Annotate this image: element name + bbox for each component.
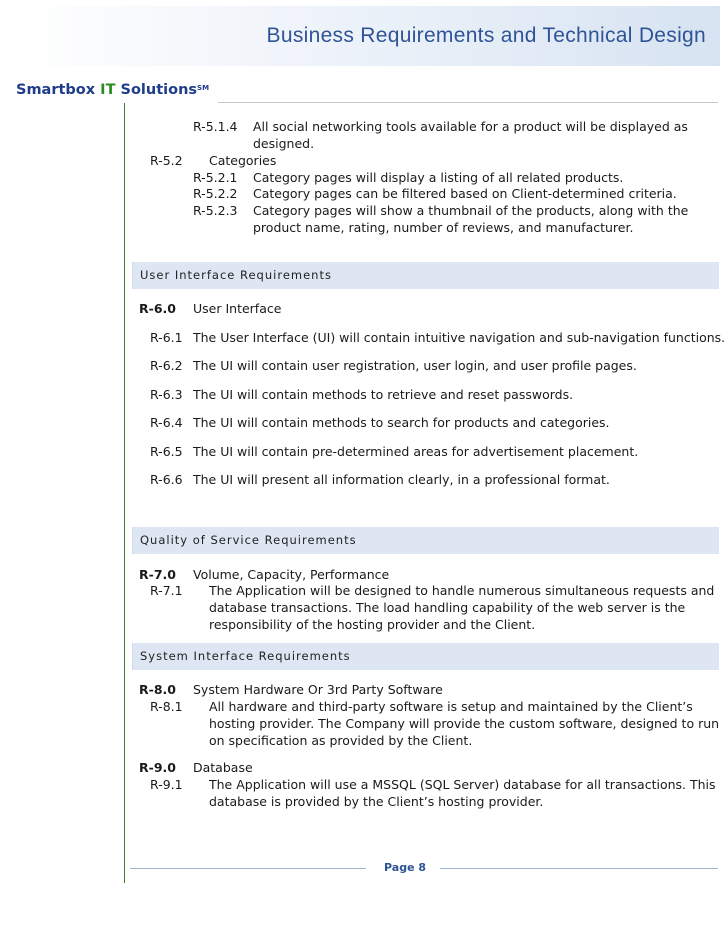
req-id-r6-3: R-6.3 (150, 387, 183, 402)
req-text-r7-1-line3: responsibility of the hosting provider and the Client. (209, 617, 536, 632)
req-title-r8-0: System Hardware Or 3rd Party Software (193, 682, 443, 697)
req-id-r8-0: R-8.0 (139, 682, 176, 697)
req-text-r5-1-4-line1: All social networking tools available for a product will be displayed as (253, 119, 688, 134)
req-id-r6-6: R-6.6 (150, 472, 183, 487)
req-id-r5-2: R-5.2 (150, 153, 183, 168)
req-text-r5-1-4-line2: designed. (253, 136, 315, 151)
req-id-r6-4: R-6.4 (150, 415, 183, 430)
req-text-r8-1-line3: on specification as provided by the Client. (209, 733, 473, 748)
section-heading-sys-label: System Interface Requirements (140, 649, 351, 663)
req-text-r9-1-line1: The Application will use a MSSQL (SQL Server) database for all transactions. This (209, 777, 716, 792)
req-id-r6-2: R-6.2 (150, 358, 183, 373)
company-name (16, 82, 209, 98)
req-title-r9-0: Database (193, 760, 253, 775)
service-mark: SM (197, 84, 210, 92)
company-name-part3: Solutions (115, 82, 198, 98)
footer-rule-left (130, 868, 366, 869)
req-text-r8-1-line1: All hardware and third-party software is setup and maintained by the Client’s (209, 699, 693, 714)
document-title: Business Requirements and Technical Design (266, 24, 706, 47)
req-text-r7-1-line2: database transactions. The load handling capability of the web server is the (209, 600, 686, 615)
req-text-r6-5: The UI will contain pre-determined areas for advertisement placement. (193, 444, 639, 459)
req-title-r5-2: Categories (209, 153, 277, 168)
req-id-r8-1: R-8.1 (150, 699, 183, 714)
req-id-r5-2-2: R-5.2.2 (193, 186, 238, 201)
req-text-r9-1-line2: database is provided by the Client’s hosting provider. (209, 794, 544, 809)
req-id-r7-0: R-7.0 (139, 567, 176, 582)
req-text-r5-2-2: Category pages can be filtered based on Client-determined criteria. (253, 186, 677, 201)
req-id-r5-1-4: R-5.1.4 (193, 119, 238, 134)
req-text-r5-2-1: Category pages will display a listing of all related products. (253, 170, 624, 185)
req-id-r6-5: R-6.5 (150, 444, 183, 459)
req-id-r9-1: R-9.1 (150, 777, 183, 792)
req-text-r6-1: The User Interface (UI) will contain intuitive navigation and sub-navigation functions. (193, 330, 726, 345)
company-name-part1: Smartbox (16, 82, 101, 98)
req-id-r6-0: R-6.0 (139, 301, 176, 316)
req-text-r8-1-line2: hosting provider. The Company will provide the custom software, designed to run (209, 716, 720, 731)
req-id-r5-2-1: R-5.2.1 (193, 170, 238, 185)
req-text-r6-3: The UI will contain methods to retrieve and reset passwords. (193, 387, 574, 402)
req-id-r5-2-3: R-5.2.3 (193, 203, 238, 218)
req-title-r7-0: Volume, Capacity, Performance (193, 567, 390, 582)
req-text-r6-4: The UI will contain methods to search for products and categories. (193, 415, 610, 430)
page-number: Page 8 (384, 861, 427, 874)
header-divider (218, 102, 718, 103)
req-text-r6-6: The UI will present all information clearly, in a professional format. (193, 472, 610, 487)
req-id-r9-0: R-9.0 (139, 760, 176, 775)
section-heading-qos (132, 527, 719, 554)
footer-rule-right (440, 868, 718, 869)
req-id-r7-1: R-7.1 (150, 583, 183, 598)
req-id-r6-1: R-6.1 (150, 330, 183, 345)
req-text-r5-2-3-line1: Category pages will show a thumbnail of the products, along with the (253, 203, 689, 218)
section-heading-sys (132, 643, 719, 670)
section-heading-ui (132, 262, 719, 289)
req-text-r6-2: The UI will contain user registration, user login, and user profile pages. (193, 358, 637, 373)
section-heading-ui-label: User Interface Requirements (140, 268, 332, 282)
req-text-r5-2-3-line2: product name, rating, number of reviews, and manufacturer. (253, 220, 634, 235)
margin-rule (124, 103, 125, 883)
req-title-r6-0: User Interface (193, 301, 282, 316)
section-heading-qos-label: Quality of Service Requirements (140, 533, 357, 547)
company-name-it: IT (100, 82, 116, 98)
req-text-r7-1-line1: The Application will be designed to handle numerous simultaneous requests and (209, 583, 715, 598)
